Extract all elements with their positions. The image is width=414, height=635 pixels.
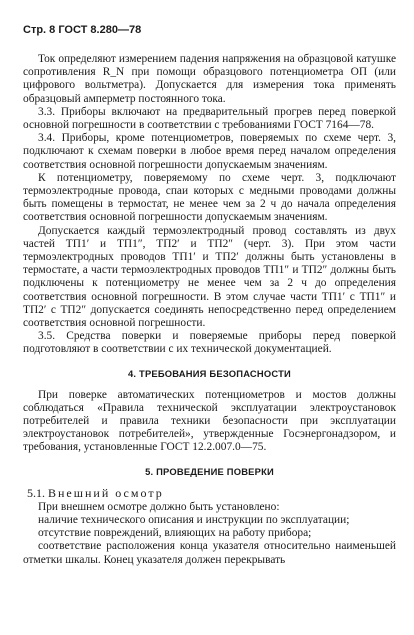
section-5-heading: 5. ПРОВЕДЕНИЕ ПОВЕРКИ [145, 465, 274, 477]
section-4-heading: 4. ТРЕБОВАНИЯ БЕЗОПАСНОСТИ [128, 367, 291, 379]
page-header: Стр. 8 ГОСТ 8.280—78 [23, 24, 142, 36]
inspection-item: отсутствие повреждений, влияющих на работу прибора; [38, 527, 312, 540]
paragraph-thermo-wires: Допускается каждый термоэлектродный провод составлять из двух частей ТП1′ и ТП1″, ТП2′ и ТП2″ (черт. 3). При этом части термоэлектродных проводов ТП1′ и ТП2′ должны быть установлены в термостате, а части термоэлектродных проводов ТП1″ и ТП2″ должны быть подключены к потенциометру не менее чем за 2 ч до определения соответствия основной погрешности. В этом случае части ТП1′ с ТП1″ и ТП2′ с ТП2″ допускается соединять непосредственно перед определением соответствия основной погрешности. [23, 224, 396, 330]
subsection-number: 5.1. [27, 485, 45, 500]
paragraph-3-5: 3.5. Средства поверки и поверяемые приборы перед поверкой подготовляют в соответствии с их технической документацией. [23, 330, 396, 356]
subsection-5-1 [23, 486, 396, 500]
inspection-intro: При внешнем осмотре должно быть установлено: [38, 500, 280, 513]
paragraph-current-measurement: Ток определяют измерением падения напряжения на образцовой катушке сопротивления R_N при помощи образцового потенциометра ОП (или цифрового вольтметра). Допускается для измерения тока применять образцовый амперметр постоянного тока. [23, 53, 396, 105]
subsection-title: Внешний осмотр [48, 485, 164, 500]
section-3-continuation [23, 53, 396, 357]
paragraph-3-4: 3.4. Приборы, кроме потенциометров, поверяемых по схеме черт. 3, подключают к схемам поверки в любое время перед началом определения соответствия основной погрешности допускаемым значениям. [23, 132, 396, 171]
inspection-item: наличие технического описания и инструкции по эксплуатации; [38, 513, 350, 526]
section-4-text: При поверке автоматических потенциометров и мостов должны соблюдаться «Правила технической эксплуатации электроустановок потребителей и правила техники безопасности при эксплуатации электроустановок потребителей», утвержденные Госэнергонадзором, и требования, установленные ГОСТ 12.2.007.0—75. [23, 388, 396, 454]
paragraph-3-3: 3.3. Приборы включают на предварительный прогрев перед поверкой основной погрешности в соответствии с требованиями ГОСТ 7164—78. [23, 105, 396, 132]
paragraph-potentiometer: К потенциометру, поверяемому по схеме черт. 3, подключают термоэлектродные провода, спаи которых с медными проводами должны быть помещены в термостат, не менее чем за 2 ч до начала определения соответствия основной погрешности допускаемым значениям. [23, 171, 396, 224]
inspection-item: соответствие расположения конца указателя относительно наименьшей отметки шкалы. Конец указателя должен перекрывать [23, 540, 396, 566]
